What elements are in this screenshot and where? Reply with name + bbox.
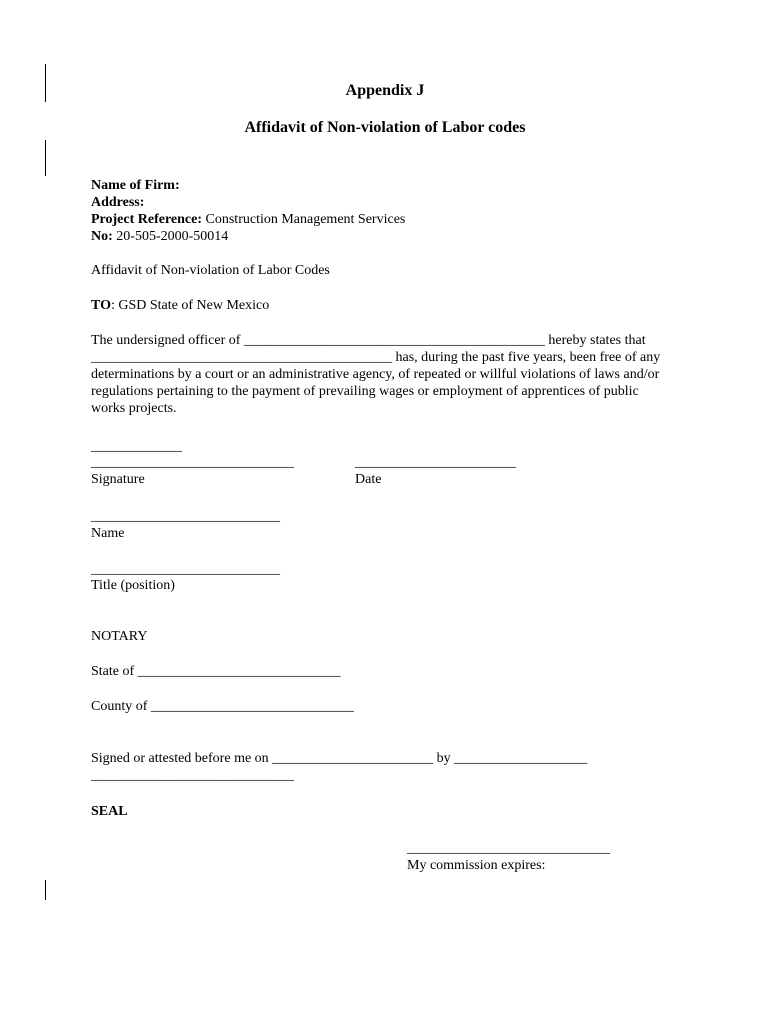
title-label: Title (position) — [91, 578, 175, 593]
signature-label: Signature — [91, 472, 145, 487]
blank-line: _____________ — [91, 439, 182, 454]
statement-line: determinations by a court or an administrative agency, of repeated or willful violations of laws and/or — [91, 367, 660, 382]
name-line: ___________________________ — [91, 509, 280, 524]
county-field: County of _____________________________ — [91, 699, 354, 714]
project-reference — [91, 211, 405, 228]
address-label: Address: — [91, 195, 145, 210]
document-title: Affidavit of Non-violation of Labor codes — [244, 119, 526, 136]
statement-line: The undersigned officer of ___________________________________________ hereby states that — [91, 333, 646, 348]
commission-label: My commission expires: — [407, 858, 546, 873]
statement-line: regulations pertaining to the payment of prevailing wages or employment of apprentices of public — [91, 384, 639, 399]
title-line: ___________________________ — [91, 562, 280, 577]
project-reference-label: Project Reference: — [91, 212, 203, 227]
statement-line: ___________________________________________ has, during the past five years, been free of any — [91, 350, 661, 365]
state-field: State of _____________________________ — [91, 664, 341, 679]
signature-line: _____________________________ — [91, 455, 294, 470]
project-reference-value: Construction Management Services — [202, 212, 406, 227]
project-number-label: No: — [91, 229, 113, 244]
change-bar — [45, 880, 46, 900]
to-value: : GSD State of New Mexico — [110, 298, 270, 313]
attestation-line: Signed or attested before me on _______________________ by ___________________ — [91, 751, 588, 766]
project-number — [91, 228, 228, 245]
affidavit-subtitle: Affidavit of Non-violation of Labor Codes — [91, 263, 330, 278]
attestation-line: _____________________________ — [91, 768, 294, 783]
firm-name-label: Name of Firm: — [91, 178, 180, 193]
name-label: Name — [91, 526, 125, 541]
to-label: TO — [91, 298, 111, 313]
date-line: _______________________ — [355, 455, 516, 470]
notary-heading: NOTARY — [91, 629, 148, 644]
project-number-value: 20-505-2000-50014 — [112, 229, 229, 244]
date-label: Date — [355, 472, 382, 487]
seal-label: SEAL — [91, 804, 128, 819]
appendix-heading: Appendix J — [345, 82, 425, 99]
change-bar — [45, 140, 46, 176]
statement-line: works projects. — [91, 401, 177, 416]
addressee — [91, 297, 269, 314]
commission-line: _____________________________ — [407, 841, 610, 856]
